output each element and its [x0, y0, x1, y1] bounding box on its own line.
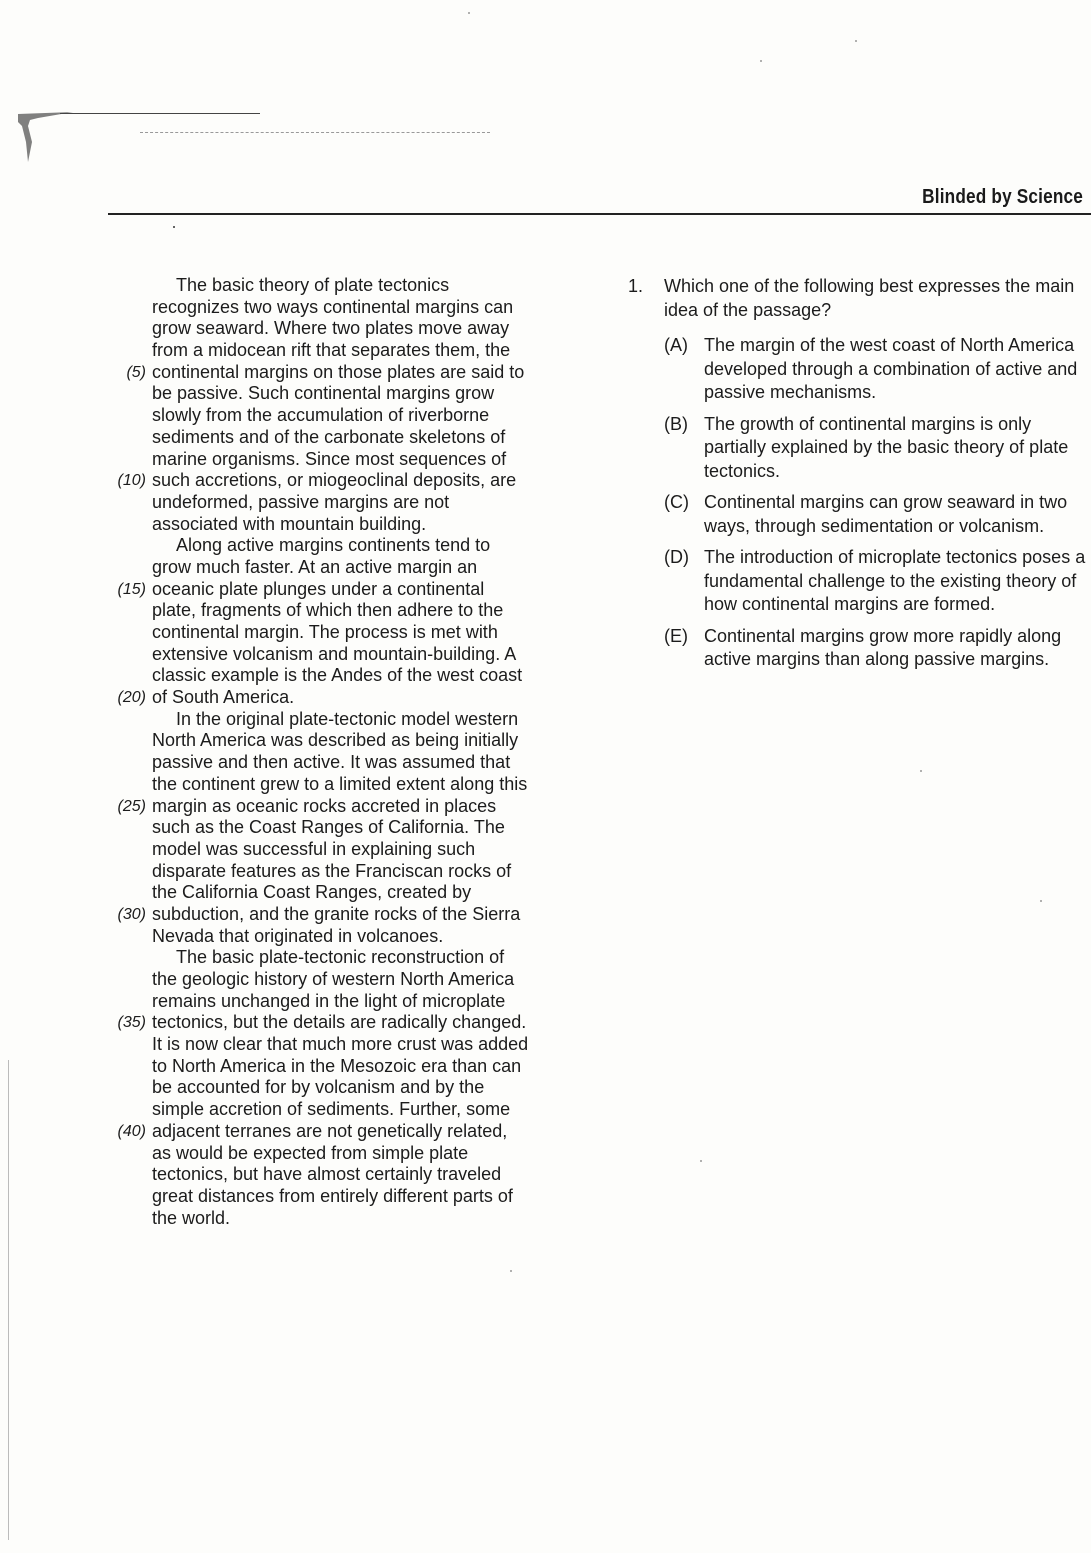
passage-line	[100, 1099, 590, 1121]
answer-choice[interactable]	[664, 491, 1088, 538]
question-1	[628, 275, 1088, 680]
running-head: Blinded by Science	[922, 186, 1083, 208]
passage-line	[100, 557, 590, 579]
passage-line	[100, 297, 590, 319]
passage-line-text: associated with mountain building.	[152, 513, 427, 534]
passage-line-text: grow seaward. Where two plates move away	[152, 318, 510, 339]
passage-line	[100, 665, 590, 687]
choice-label: (E)	[664, 625, 688, 646]
line-number: (30)	[117, 905, 146, 923]
passage-line	[100, 1012, 590, 1034]
passage-line	[100, 709, 590, 731]
choice-label: (B)	[664, 413, 688, 434]
scan-corner-mark	[18, 112, 78, 172]
scan-speck	[920, 770, 922, 772]
passage-line-text: be passive. Such continental margins grow	[152, 383, 495, 404]
line-number: (10)	[117, 472, 146, 490]
passage-line	[100, 1186, 590, 1208]
passage-line-text: The basic plate-tectonic reconstruction of	[176, 947, 505, 968]
passage-line-text: extensive volcanism and mountain-building. A	[152, 643, 517, 664]
passage-line	[100, 318, 590, 340]
passage-line-text: sediments and of the carbonate skeletons of	[152, 426, 506, 447]
passage-line-text: passive and then active. It was assumed that	[152, 752, 511, 773]
passage-line	[100, 861, 590, 883]
passage-line-text: continental margin. The process is met with	[152, 622, 498, 642]
line-number: (40)	[117, 1122, 146, 1140]
choice-text: Continental margins grow more rapidly along active margins than along passive margins.	[704, 625, 1062, 669]
scan-speck	[468, 12, 470, 14]
passage-line-text: the continent grew to a limited extent along this	[152, 773, 528, 794]
passage-line-text: to North America in the Mesozoic era than can	[152, 1055, 522, 1076]
passage-line-text: the geologic history of western North America	[152, 969, 515, 989]
passage-line-text: The basic theory of plate tectonics	[176, 275, 450, 295]
passage-line	[100, 926, 590, 948]
question-number: 1.	[628, 276, 644, 296]
passage-line	[100, 427, 590, 449]
answer-choice[interactable]	[664, 413, 1088, 484]
passage-line-text: the world.	[152, 1207, 231, 1228]
passage-line-text: such as the Coast Ranges of California. The	[152, 817, 505, 838]
passage-line	[100, 1164, 590, 1186]
passage-line	[100, 774, 590, 796]
passage-line	[100, 1077, 590, 1099]
header-scan-dashes	[140, 132, 490, 133]
passage-line-text: marine organisms. Since most sequences of	[152, 448, 507, 469]
answer-choices	[628, 334, 1088, 672]
reading-passage	[100, 275, 590, 1229]
choice-label: (C)	[664, 492, 689, 512]
line-number: (25)	[117, 797, 146, 815]
passage-line-text: slowly from the accumulation of riverborne	[152, 405, 490, 426]
passage-line	[100, 362, 590, 384]
passage-line	[100, 1056, 590, 1078]
passage-line-text: oceanic plate plunges under a continental	[152, 578, 485, 599]
passage-line-text: subduction, and the granite rocks of the Sierra	[152, 903, 521, 924]
line-number: (35)	[117, 1014, 146, 1032]
passage-line-text: Along active margins continents tend to	[176, 535, 491, 556]
passage-line	[100, 796, 590, 818]
passage-line-text: In the original plate-tectonic model western	[176, 708, 519, 729]
passage-line	[100, 275, 590, 297]
passage-line	[100, 817, 590, 839]
passage-line-text: model was successful in explaining such	[152, 838, 476, 859]
line-number: (15)	[117, 580, 146, 598]
passage-line	[100, 752, 590, 774]
passage-line	[100, 514, 590, 536]
question-stem	[628, 275, 1088, 322]
passage-line	[100, 449, 590, 471]
passage-line	[100, 383, 590, 405]
passage-line-text: remains unchanged in the light of microplate	[152, 990, 506, 1011]
passage-line-text: continental margins on those plates are said to	[152, 361, 525, 382]
passage-line-text: recognizes two ways continental margins can	[152, 296, 514, 317]
passage-line	[100, 947, 590, 969]
scan-speck	[173, 226, 175, 228]
line-number: (5)	[126, 363, 146, 381]
passage-line	[100, 904, 590, 926]
passage-line-text: plate, fragments of which then adhere to the	[152, 600, 504, 621]
choice-label: (A)	[664, 335, 688, 355]
passage-line	[100, 991, 590, 1013]
choice-text: The introduction of microplate tectonics poses a fundamental challenge to the existing theory of how continental margins are formed.	[704, 547, 1086, 614]
passage-line	[100, 969, 590, 991]
passage-line-text: tectonics, but the details are radically changed.	[152, 1012, 527, 1033]
choice-label: (D)	[664, 547, 689, 567]
passage-line-text: be accounted for by volcanism and by the	[152, 1077, 485, 1098]
passage-line-text: great distances from entirely different parts of	[152, 1185, 513, 1206]
choice-text: Continental margins can grow seaward in two ways, through sedimentation or volcanism.	[704, 492, 1068, 536]
passage-line-text: It is now clear that much more crust was added	[152, 1034, 529, 1055]
passage-line	[100, 579, 590, 601]
passage-line-text: classic example is the Andes of the west coast	[152, 665, 523, 686]
passage-line-text: adjacent terranes are not genetically related,	[152, 1120, 508, 1141]
passage-line-text: Nevada that originated in volcanoes.	[152, 925, 444, 946]
passage-line	[100, 839, 590, 861]
scan-speck	[510, 1270, 512, 1272]
passage-line-text: simple accretion of sediments. Further, some	[152, 1099, 511, 1120]
passage-line	[100, 1143, 590, 1165]
passage-line	[100, 535, 590, 557]
passage-line-text: margin as oceanic rocks accreted in places	[152, 795, 497, 816]
passage-line	[100, 470, 590, 492]
question-stem-text: Which one of the following best expresses the main idea of the passage?	[664, 276, 1075, 320]
passage-line	[100, 1034, 590, 1056]
answer-choice[interactable]	[664, 334, 1088, 405]
passage-line	[100, 644, 590, 666]
passage-line-text: grow much faster. At an active margin an	[152, 556, 478, 577]
passage-line-text: from a midocean rift that separates them, the	[152, 340, 511, 361]
header-scan-line	[60, 113, 260, 114]
passage-line	[100, 492, 590, 514]
passage-line	[100, 687, 590, 709]
passage-line	[100, 882, 590, 904]
scan-speck	[855, 40, 857, 42]
scan-speck	[700, 1160, 702, 1162]
header-rule	[108, 213, 1091, 215]
passage-line	[100, 340, 590, 362]
passage-line-text: of South America.	[152, 687, 295, 708]
choice-text: The growth of continental margins is only partially explained by the basic theory of plate tectonics.	[704, 413, 1069, 481]
choice-text: The margin of the west coast of North America developed through a combination of active and passive mechanisms.	[704, 335, 1078, 402]
passage-line	[100, 1208, 590, 1230]
passage-line-text: the California Coast Ranges, created by	[152, 882, 472, 903]
passage-line-text: such accretions, or miogeoclinal deposits, are	[152, 470, 517, 491]
passage-line	[100, 1121, 590, 1143]
passage-line-text: undeformed, passive margins are not	[152, 491, 450, 512]
passage-line-text: tectonics, but have almost certainly traveled	[152, 1164, 502, 1185]
passage-line	[100, 622, 590, 644]
line-number: (20)	[117, 689, 146, 707]
passage-line-text: disparate features as the Franciscan rocks of	[152, 860, 512, 881]
passage-line	[100, 405, 590, 427]
answer-choice[interactable]	[664, 625, 1088, 672]
passage-line-text: as would be expected from simple plate	[152, 1142, 469, 1163]
passage-line	[100, 600, 590, 622]
answer-choice[interactable]	[664, 546, 1088, 617]
passage-line	[100, 730, 590, 752]
passage-line-text: North America was described as being initially	[152, 730, 519, 751]
scan-speck	[760, 60, 762, 62]
scan-speck	[1040, 900, 1042, 902]
scan-margin-line	[8, 1060, 9, 1540]
